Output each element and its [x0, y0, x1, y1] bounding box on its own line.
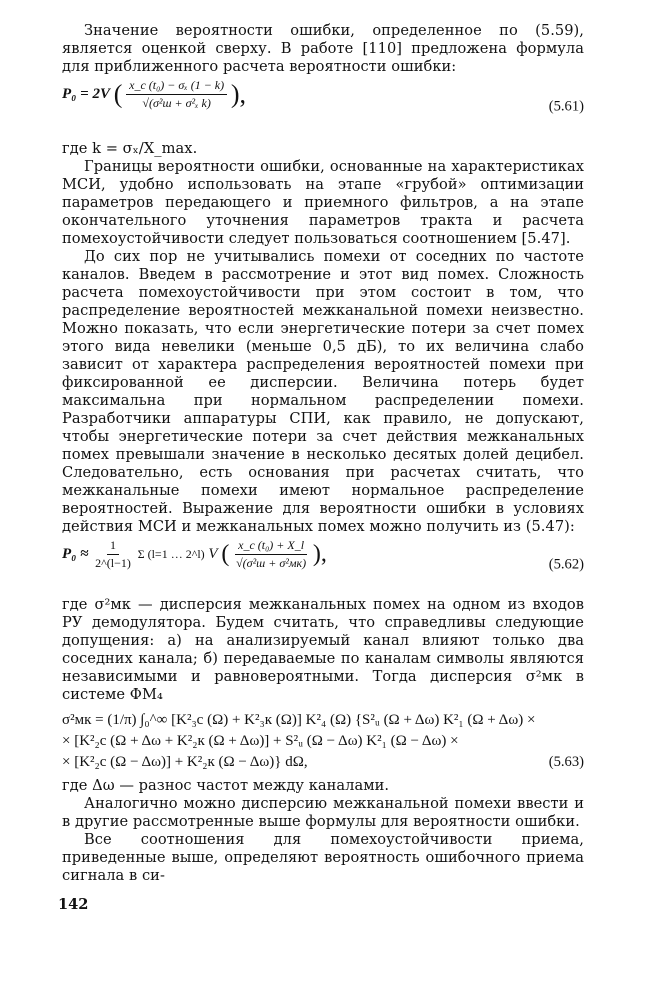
where-1: где k = σₓ/X_max.: [62, 140, 198, 157]
page-number: 142: [58, 896, 89, 913]
equation-5-63: [62, 710, 584, 773]
paragraph-1: Значение вероятности ошибки, определенное по (5.59), является оценкой сверху. В работе [110] предложена формула для приближенного расчета вероятности ошибки:: [62, 22, 584, 75]
where-3: где Δω — разнос частот между каналами.: [62, 777, 390, 794]
eq3-line-2: × [K²₂c (Ω + Δω + K²₂к (Ω + Δω)] + S²ᵤ (Ω − Δω) K²₁ (Ω − Δω) ×: [62, 733, 459, 749]
eq2-numerator: x_c (t₀) + X_l: [235, 538, 307, 555]
eq1-denominator: √(σ²ш + σ²ₓ k): [142, 96, 211, 110]
paragraph-6: Все соотношения для помехоустойчивости приема, приведенные выше, определяют вероятность ошибочного приема сигнала в си-: [62, 831, 584, 884]
eq2-sum: Σ (l=1 … 2^l): [137, 547, 205, 561]
eq3-line-1: σ²мк = (1/π) ∫₀^∞ [K²₃c (Ω) + K²₃к (Ω)] K²₄ (Ω) {S²ᵤ (Ω + Δω) K²₁ (Ω + Δω) ×: [62, 712, 536, 728]
eq2-coef-den: 2^(l−1): [95, 556, 131, 570]
eq1-lhs: P₀ = 2V: [62, 85, 110, 102]
eq1-fraction: [126, 78, 227, 111]
equation-5-62: P₀ ≈ $\frac{1}{2\^{}(l-1)}$ Σ (l=1 … 2^l) V ( $\frac{\text{x\_c (t₀) + X\_l}}{\text{√(σ²ш + σ²мк)}}$ ), (5.62): [62, 538, 584, 573]
eq3-line-3: × [K²₂c (Ω − Δω)] + K²₂к (Ω − Δω)} dΩ,: [62, 754, 308, 770]
paragraph-3: До сих пор не учитывались помехи от соседних по частоте каналов. Введем в рассмотрение и этот вид помех. Сложность расчета помехоустойчивости при этом состоит в том, что распределение вероятностей межканальной помехи неизвестно. Можно показать, что если энергетические потери за счет помех этого вида невелики (меньше 0,5 дБ), то их величина слабо зависит от характера распределения вероятностей помехи при фиксированной ее дисперсии. Величина потерь будет максимальна при нормальном распределении помехи. Разработчики аппаратуры СПИ, как правило, не допускают, чтобы энергетические потери за счет действия межканальных помех превышали значение в несколько десятых долей децибел. Следовательно, есть основания при расчетах считать, что межканальные помехи имеют нормальное распределение вероятностей. Выражение для вероятности ошибки в условиях действия МСИ и межканальных помех можно получить из (5.47):: [62, 248, 584, 535]
eq2-lhs: P₀ ≈: [62, 545, 89, 562]
paragraph-2: Границы вероятности ошибки, основанные на характеристиках МСИ, удобно использовать на этапе «грубой» оптимизации параметров передающего и приемного фильтров, а на этапе окончательного уточнения параметров тракта и расчета помехоустойчивости следует пользоваться соотношением [5.47].: [62, 158, 584, 247]
eq2-denominator: √(σ²ш + σ²мк): [236, 556, 307, 570]
paragraph-5: Аналогично можно дисперсию межканальной помехи ввести и в другие рассмотренные выше формулы для вероятности ошибки.: [62, 795, 584, 830]
eq2-coef-num: 1: [107, 538, 119, 555]
eq2-fraction: [233, 538, 309, 571]
paragraph-4: где σ²мк — дисперсия межканальных помех на одном из входов РУ демодулятора. Будем считать, что справедливы следующие допущения: а) на анализируемый канал влияют только два соседних канала; б) передаваемые по каналам символы являются независимыми и равновероятными. Тогда дисперсия σ²мк в системе ФМ₄: [62, 596, 584, 703]
eq1-number: (5.61): [548, 98, 584, 115]
eq3-line-3-wrap: [62, 752, 584, 773]
page-body: [62, 22, 584, 885]
eq2-coefficient: [92, 538, 134, 571]
eq3-number: (5.63): [548, 754, 584, 770]
eq1-numerator: x_c (t₀) − σₓ (1 − k): [126, 78, 227, 95]
eq2-number: (5.62): [548, 556, 584, 573]
equation-5-61: P₀ = 2V ( $\frac{\text{x\_c (t₀) − σₓ (1 − k)}}{\text{√(σ²ш + σ²ₓ k)}}$ ), (5.61): [62, 78, 584, 115]
